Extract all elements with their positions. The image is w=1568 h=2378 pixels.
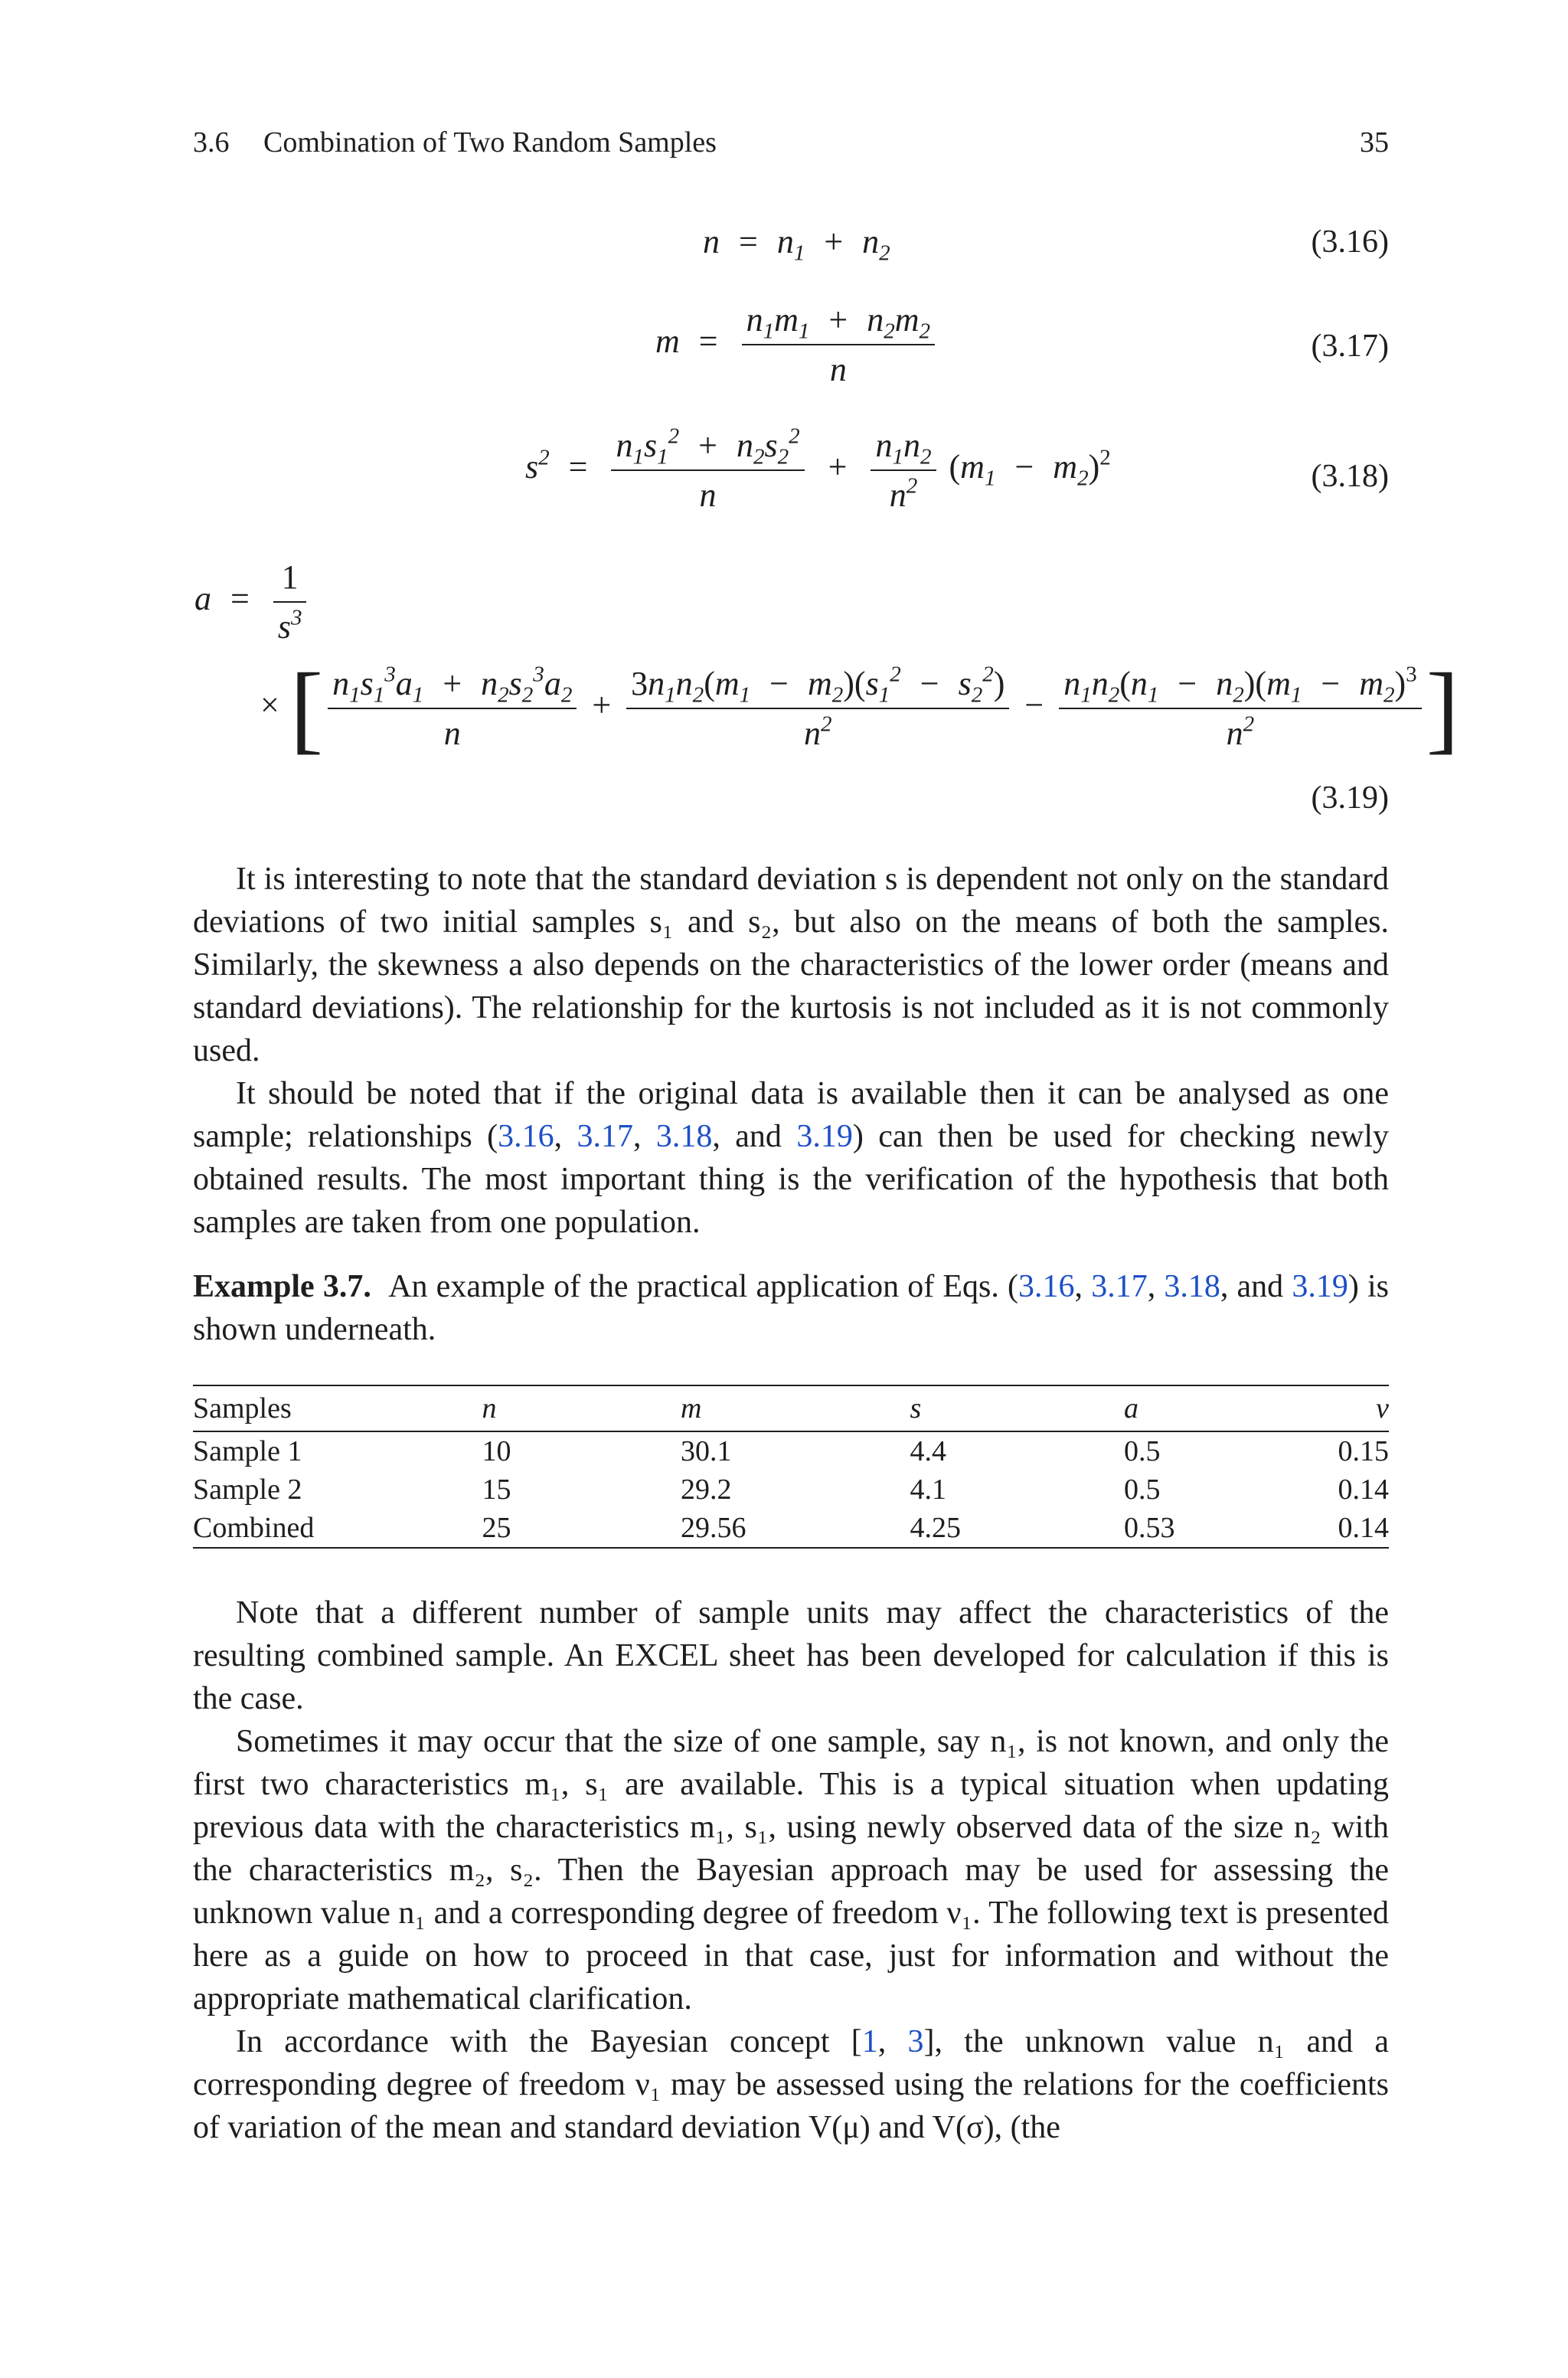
table-cell: 25: [482, 1512, 511, 1544]
samples-table: [193, 1385, 1389, 1549]
citation-3[interactable]: 3: [907, 2024, 924, 2059]
table-cell: 4.1: [910, 1474, 946, 1506]
col-a: a: [1123, 1392, 1138, 1425]
table-cell: 10: [482, 1435, 511, 1467]
paragraph-2-text-a: It should be noted that if the original data is available then it can be analysed as one sample; relationships (: [193, 1076, 1389, 1154]
paragraph-5-text-a: In accordance with the Bayesian concept [: [236, 2024, 862, 2059]
paragraph-3-text: Note that a different number of sample units may affect the characteristics of the resulting combined sample. An EXCEL sheet has been developed for calculation if this is the case.: [193, 1595, 1389, 1716]
paragraph-1: [193, 858, 1389, 1072]
table-cell: 0.5: [1123, 1474, 1161, 1506]
citation-1[interactable]: 1: [861, 2024, 878, 2059]
equation-3-19-rhs: × [ $\frac{n_1s_1^3a_1 + n_2s_2^3a_2}{n}$ + $\frac{3n_1n_2(m_1 - m_2)(s_1^2 - s_2^2)}{n^2}$ − $\frac{n_1n_2(n_1 - n_2)(m_1 - m_2)^3}{n^2}$ ]: [260, 653, 1459, 764]
ref-eq-3-17[interactable]: 3.17: [577, 1119, 633, 1154]
equation-number-3-19: (3.19): [1311, 780, 1389, 816]
equation-3-16: $n = n_1 + n_2$: [703, 223, 890, 266]
equation-number-3-17: (3.17): [1311, 329, 1389, 364]
col-m: m: [680, 1392, 702, 1425]
paragraph-4-text: Sometimes it may occur that the size of one sample, say n₁, is not known, and only the first two characteristics m₁, s₁ are available. This is a typical situation when updating previous data with the characteristics m₁, s₁, using newly observed data of the size n₂ with the characteristics m₂, s₂. Then the Bayesian approach may be used for assessing the unknown value n₁ and a corresponding degree of freedom ν₁. The following text is presented here as a guide on how to proceed in that case, just for information and without the appropriate mathematical clarification.: [193, 1724, 1389, 2017]
col-samples: Samples: [193, 1392, 292, 1425]
table-cell: 0.53: [1123, 1512, 1175, 1544]
paragraph-2: It should be noted that if the original data is available then it can be analysed as one sample; relationships (3.16, 3.17, 3.18, and 3.19) can then be used for checking newly obtained results. The most important thing is the verification of the hypothesis that both samples are taken from one population.: [193, 1076, 1390, 1240]
example-label: Example 3.7.: [193, 1269, 371, 1304]
ex-ref-eq-3-19[interactable]: 3.19: [1292, 1269, 1348, 1304]
table-cell: 15: [482, 1474, 511, 1506]
table-cell: 4.25: [910, 1512, 961, 1544]
section-title: Combination of Two Random Samples: [263, 126, 717, 159]
table-cell: 0.14: [1338, 1512, 1389, 1544]
table-cell: 30.1: [680, 1435, 732, 1467]
ref-eq-3-18[interactable]: 3.18: [655, 1119, 713, 1154]
table-header-row: [193, 1385, 1389, 1431]
table-cell: Sample 1: [193, 1435, 302, 1467]
table-cell: 0.14: [1338, 1474, 1389, 1506]
example-text-b: ) is shown underneath.: [193, 1269, 1390, 1347]
equation-3-18: $s^2$ = $\frac{n_1s_1^2 + n_2s_2^2}{n}$ + $\frac{n_1n_2}{n^2}$ $(m_1 - m_2)^2$: [525, 424, 1111, 514]
table-cell: Combined: [193, 1512, 315, 1544]
table-cell: Sample 2: [193, 1474, 302, 1506]
section-number: 3.6: [193, 126, 230, 159]
table-row: [193, 1431, 1389, 1470]
equation-3-19-lhs: a = $\frac{1}{s^3}$: [194, 558, 311, 646]
paragraph-1-text: It is interesting to note that the standard deviation s is dependent not only on the standard deviations of two initial samples s₁ and s₂, but also on the means of both the samples. Similarly, the skewness a also depends on the characteristics of the lower order (means and standard deviations). The relationship for the kurtosis is not included as it is not commonly used.: [193, 862, 1389, 1068]
table-row: [193, 1470, 1389, 1509]
ex-ref-eq-3-17[interactable]: 3.17: [1091, 1269, 1148, 1304]
paragraph-4: [193, 1720, 1389, 2020]
example-text-a: An example of the practical application of Eqs. (: [388, 1269, 1019, 1304]
ref-eq-3-19[interactable]: 3.19: [796, 1119, 853, 1154]
col-v: v: [1376, 1392, 1389, 1425]
paragraph-2-text-b: ) can then be used for checking newly obtained results. The most important thing is the verification of the hypothesis that both samples are taken from one population.: [193, 1119, 1390, 1240]
equation-number-3-16: (3.16): [1311, 224, 1389, 260]
equation-3-17: m = $\frac{n_1m_1 + n_2m_2}{n}$: [655, 300, 939, 389]
col-s: s: [910, 1392, 922, 1425]
paragraph-3: [193, 1591, 1389, 1720]
ex-ref-eq-3-16[interactable]: 3.16: [1018, 1269, 1075, 1304]
table-cell: 0.15: [1338, 1435, 1389, 1467]
col-n: n: [482, 1392, 497, 1425]
ref-eq-3-16[interactable]: 3.16: [498, 1119, 554, 1154]
example-3-7: Example 3.7. An example of the practical application of Eqs. (3.16, 3.17, 3.18, and 3.19) is shown underneath.: [193, 1269, 1390, 1347]
table-cell: 29.56: [680, 1512, 746, 1544]
table-cell: 29.2: [680, 1474, 732, 1506]
equation-number-3-18: (3.18): [1311, 459, 1389, 494]
page-number: 35: [1360, 126, 1389, 159]
table-row: [193, 1509, 1389, 1548]
ex-ref-eq-3-18[interactable]: 3.18: [1164, 1269, 1220, 1304]
table-cell: 0.5: [1123, 1435, 1161, 1467]
paragraph-5-text-b: ], the unknown value n₁ and a corresponding degree of freedom ν₁ may be assessed using the relations for the coefficients of variation of the mean and standard deviation V(μ) and V(σ), (the: [193, 2024, 1390, 2145]
running-header: [193, 126, 1389, 165]
paragraph-5: In accordance with the Bayesian concept [1, 3], the unknown value n₁ and a corresponding degree of freedom ν₁ may be assessed using the relations for the coefficients of variation of the mean and standard deviation V(μ) and V(σ), (the: [193, 2024, 1390, 2145]
table-cell: 4.4: [910, 1435, 946, 1467]
